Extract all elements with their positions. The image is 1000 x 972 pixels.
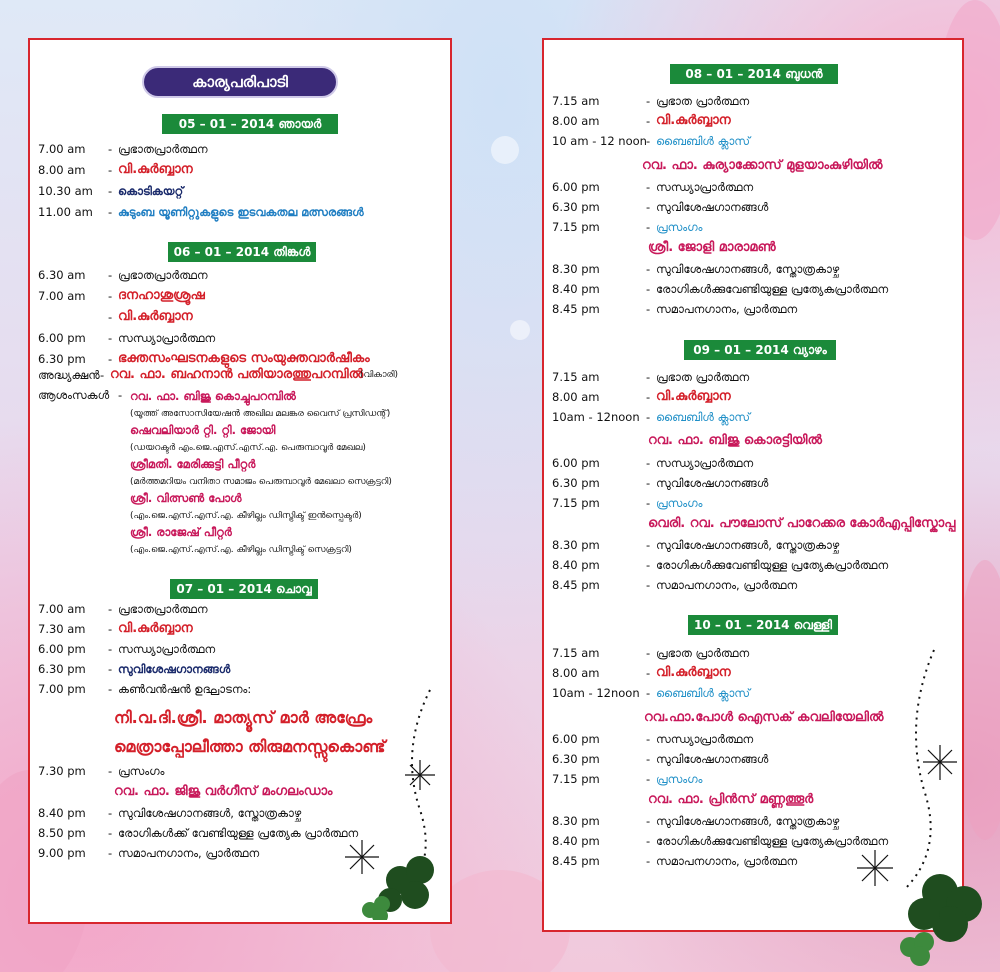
inauguration-line2: മെത്രാപ്പോലീത്താ തിരുമനസ്സുകൊണ്ട് <box>114 737 386 756</box>
row-dash: - <box>108 682 113 696</box>
row-activity: ദനഹാശുശ്രൂഷ <box>118 288 205 303</box>
row-activity: സമാപനഗാനം, പ്രാർത്ഥന <box>656 302 798 316</box>
presider-name: റവ. ഫാ. ബഹനാൻ പതിയാരത്തുപറമ്പിൽ <box>110 367 364 382</box>
row-dash: - <box>646 390 651 404</box>
row-time: 9.00 pm <box>38 846 86 860</box>
row-time: 6.30 am <box>38 268 86 282</box>
greeting-role: (യൂത്ത് അസോസിയേഷൻ അഖില മലങ്കര വൈസ് പ്രസിഡന്റ്) <box>130 409 391 419</box>
row-time: 6.30 pm <box>552 752 600 766</box>
row-dash: - <box>646 114 651 128</box>
row-activity: സന്ധ്യാപ്രാർത്ഥന <box>656 732 754 746</box>
program-title: കാര്യപരിപാടി <box>142 66 338 98</box>
row-activity: സുവിശേഷഗാനങ്ങൾ <box>656 476 769 490</box>
speaker-day5: വെരി. റവ. പൗലോസ് പാറേക്കര കോർഎപ്പിസ്കോപ്പ <box>648 516 956 531</box>
row-activity: സന്ധ്യാപ്രാർത്ഥന <box>118 642 216 656</box>
greeting-name: ഷെവലിയാർ റ്റി. റ്റി. ജോയി <box>130 423 276 437</box>
date-bar-day2: 06 – 01 – 2014 തിങ്കൾ <box>168 242 316 262</box>
row-time: 7.15 pm <box>552 772 600 786</box>
row-time: 6.00 pm <box>552 180 600 194</box>
inauguration-line1: നി.വ.ദി.ശ്രീ. മാത്യൂസ് മാർ അഫ്രേം <box>114 708 373 727</box>
greeting-role: (എം.ജെ.എസ്.എസ്.എ. കീഴില്ലം ഡിസ്ട്രിക്ട് ഇൻസ്പെക്ടർ) <box>130 511 362 521</box>
row-dash: - <box>108 142 113 156</box>
row-activity: സുവിശേഷഗാനങ്ങൾ, സ്തോത്രകാഴ്ച <box>656 262 840 276</box>
row-dash: - <box>646 200 651 214</box>
greeting-name: ശ്രീ. വിത്സൺ പോൾ <box>130 491 242 505</box>
row-dash: - <box>108 352 113 366</box>
row-activity: വി.കുർബ്ബാന <box>656 113 731 128</box>
greeting-name: റവ. ഫാ. ബിജു കൊച്ചുപറമ്പിൽ <box>130 389 296 403</box>
row-dash: - <box>646 94 651 108</box>
presider-label: അദ്ധ്യക്ഷൻ <box>38 368 100 382</box>
row-dash: - <box>108 331 113 345</box>
date-bar-day5: 09 – 01 – 2014 വ്യാഴം <box>684 340 836 360</box>
row-dash: - <box>646 834 651 848</box>
row-time: 6.00 pm <box>38 331 86 345</box>
row-activity: വി.കുർബ്ബാന <box>656 389 731 404</box>
row-time: 7.00 pm <box>38 682 86 696</box>
date-bar-day4: 08 – 01 – 2014 ബുധൻ <box>670 64 838 84</box>
row-time: 7.15 pm <box>552 220 600 234</box>
row-activity: പ്രഭാതപ്രാർത്ഥന <box>118 602 208 616</box>
clover-decoration-right <box>880 852 1000 972</box>
row-activity: പ്രഭാത പ്രാർത്ഥന <box>656 646 750 660</box>
row-activity: സുവിശേഷഗാനങ്ങൾ, സ്തോത്രകാഴ്ച <box>656 538 840 552</box>
row-time: 7.00 am <box>38 142 86 156</box>
row-time: 10 am - 12 noon <box>552 134 647 148</box>
schedule-panel-right <box>542 38 964 932</box>
row-activity: സമാപനഗാനം, പ്രാർത്ഥന <box>656 854 798 868</box>
row-activity: പ്രസംഗം <box>656 772 703 786</box>
row-dash: - <box>646 302 651 316</box>
row-time: 10am - 12noon <box>552 410 640 424</box>
row-time: 8.40 pm <box>38 806 86 820</box>
row-dash: - <box>108 764 113 778</box>
row-time: 8.40 pm <box>552 282 600 296</box>
row-dash: - <box>108 184 113 198</box>
row-dash: - <box>646 410 651 424</box>
row-activity: രോഗികൾക്കുവേണ്ടിയുള്ള പ്രത്യേകപ്രാർത്ഥന <box>656 558 889 572</box>
floral-ornament-left <box>330 670 450 920</box>
row-dash: - <box>108 602 113 616</box>
row-time: 7.30 am <box>38 622 86 636</box>
row-dash: - <box>108 289 113 303</box>
row-dash: - <box>646 180 651 194</box>
row-time: 10.30 am <box>38 184 93 198</box>
row-activity: സുവിശേഷഗാനങ്ങൾ, സ്തോത്രകാഴ്ച <box>118 806 302 820</box>
row-dash: - <box>108 846 113 860</box>
row-activity: പ്രഭാതപ്രാർത്ഥന <box>118 268 208 282</box>
row-activity: വി.കുർബ്ബാന <box>656 665 731 680</box>
row-dash: - <box>646 456 651 470</box>
row-activity: കൊടികയറ്റ് <box>118 184 184 198</box>
row-dash: - <box>108 205 113 219</box>
row-time: 8.00 am <box>38 163 86 177</box>
teacher-day5: റവ. ഫാ. ബിജു കൊരട്ടിയിൽ <box>648 433 822 448</box>
row-activity: പ്രഭാത പ്രാർത്ഥന <box>656 370 750 384</box>
row-dash: - <box>646 476 651 490</box>
row-activity: സന്ധ്യാപ്രാർത്ഥന <box>656 456 754 470</box>
row-time: 7.15 am <box>552 94 600 108</box>
row-dash: - <box>646 772 651 786</box>
row-time: 6.30 pm <box>552 476 600 490</box>
row-time: 7.00 am <box>38 602 86 616</box>
row-time: 8.40 pm <box>552 558 600 572</box>
row-dash: - <box>108 806 113 820</box>
row-time: 8.00 am <box>552 666 600 680</box>
row-activity: രോഗികൾക്കുവേണ്ടിയുള്ള പ്രത്യേകപ്രാർത്ഥന <box>656 282 889 296</box>
row-time: 7.30 pm <box>38 764 86 778</box>
row-activity: പ്രഭാതപ്രാർത്ഥന <box>118 142 208 156</box>
row-activity: പ്രഭാത പ്രാർത്ഥന <box>656 94 750 108</box>
row-time: 7.15 am <box>552 370 600 384</box>
row-activity: വി.കുർബ്ബാന <box>118 621 193 636</box>
row-dash: - <box>646 538 651 552</box>
row-dash: - <box>108 163 113 177</box>
row-time: 7.15 pm <box>552 496 600 510</box>
row-dash: - <box>646 686 651 700</box>
row-dash: - <box>108 662 113 676</box>
row-dash: - <box>646 282 651 296</box>
row-activity: വി.കുർബ്ബാന <box>118 309 193 324</box>
row-dash: - <box>646 732 651 746</box>
row-time: 8.45 pm <box>552 578 600 592</box>
row-time: 8.00 am <box>552 390 600 404</box>
row-activity: സമാപനഗാനം, പ്രാർത്ഥന <box>118 846 260 860</box>
row-time: 8.30 pm <box>552 814 600 828</box>
row-dash: - <box>646 814 651 828</box>
greeting-role: (മർത്തമറിയം വനിതാ സമാജം പെരുമ്പാവൂർ മേഖലാ സെക്രട്ടറി) <box>130 477 392 487</box>
row-dash: - <box>646 262 651 276</box>
row-time: 8.45 pm <box>552 302 600 316</box>
row-time: 6.30 pm <box>38 352 86 366</box>
row-time: 8.30 pm <box>552 538 600 552</box>
row-time: 8.00 am <box>552 114 600 128</box>
row-activity: സന്ധ്യാപ്രാർത്ഥന <box>656 180 754 194</box>
row-time: 7.00 am <box>38 289 86 303</box>
date-bar-day3: 07 – 01 – 2014 ചൊവ്വ <box>170 579 318 599</box>
greeting-role: (എം.ജെ.എസ്.എസ്.എ. കീഴില്ലം ഡിസ്ട്രിക്ട് സെക്രട്ടറി) <box>130 545 352 555</box>
row-time: 11.00 am <box>38 205 93 219</box>
speaker-day4: ശ്രീ. ജോളി മാരാമൺ <box>648 240 776 255</box>
row-time: 8.30 pm <box>552 262 600 276</box>
row-activity: സുവിശേഷഗാനങ്ങൾ <box>118 662 231 676</box>
date-bar-day6: 10 – 01 – 2014 വെള്ളി <box>688 615 838 635</box>
row-activity: സുവിശേഷഗാനങ്ങൾ <box>656 752 769 766</box>
row-activity: രോഗികൾക്കുവേണ്ടിയുള്ള പ്രത്യേകപ്രാർത്ഥന <box>656 834 889 848</box>
row-dash: - <box>646 220 651 234</box>
row-activity: പ്രസംഗം <box>656 220 703 234</box>
greeting-name: ശ്രീമതി. മേരിക്കുട്ടി പീറ്റർ <box>130 457 256 471</box>
row-activity: ബൈബിൾ ക്ലാസ് <box>656 686 751 700</box>
row-dash: - <box>646 496 651 510</box>
row-dash: - <box>646 646 651 660</box>
row-time: 10am - 12noon <box>552 686 640 700</box>
row-time: 8.45 pm <box>552 854 600 868</box>
greetings-label: ആശംസകൾ <box>38 388 110 402</box>
row-time: 6.00 pm <box>552 732 600 746</box>
row-dash: - <box>646 134 651 148</box>
speaker-day6: റവ. ഫാ. പ്രിൻസ് മണ്ണത്തൂർ <box>648 792 814 807</box>
row-dash: - <box>646 666 651 680</box>
row-dash: - <box>646 854 651 868</box>
row-activity: രോഗികൾക്ക് വേണ്ടിയുള്ള പ്രത്യേക പ്രാർത്ഥന <box>118 826 359 840</box>
row-dash: - <box>108 622 113 636</box>
row-dash: - <box>108 642 113 656</box>
row-time: 6.00 pm <box>552 456 600 470</box>
greeting-role: (ഡയറക്ടർ എം.ജെ.എസ്.എസ്.എ. പെരുമ്പാവൂർ മേഖല) <box>130 443 366 453</box>
row-time: 6.00 pm <box>38 642 86 656</box>
row-activity: ഭക്തസംഘടനകളുടെ സംയുക്തവാർഷീകം <box>118 351 370 366</box>
schedule-panel-left: കാര്യപരിപാടി 05 – 01 – 2014 ഞായർ 7.00 am - പ്രഭാതപ്രാർത്ഥന 8.00 am - വി.കുർബ്ബാന 10.30 am - കൊടികയറ്റ് 11.00 am - കുടുംബ യൂണിറ്റുകളുടെ ഇടവകതല മത്സരങ്ങൾ 06 – 01 – 2014 തിങ്കൾ 6.30 am - പ്രഭാതപ്രാർത്ഥന 7.00 am - ദനഹാശുശ്രൂഷ - വി.കുർബ്ബാന 6.00 pm - സന്ധ്യാപ്രാർത്ഥന 6.30 pm - ഭക്തസംഘടനകളുടെ സംയുക്തവാർഷീകം അദ്ധ്യക്ഷൻ - റവ. ഫാ. ബഹനാൻ പതിയാരത്തുപറമ്പിൽ (വികാരി) ആശംസകൾ - റവ. ഫാ. ബിജു കൊച്ചുപറമ്പിൽ (യൂത്ത് അസോസിയേഷൻ അഖില മലങ്കര വൈസ് പ്രസിഡന്റ്) ഷെവലിയാർ റ്റി. റ്റി. ജോയി (ഡയറക്ടർ എം.ജെ.എസ്.എസ്.എ. പെരുമ്പാവൂർ മേഖല) ശ്രീമതി. മേരിക്കുട്ടി പീറ്റർ (മർത്തമറിയം വനിതാ സമാജം പെരുമ്പാവൂർ മേഖലാ സെക്രട്ടറി) ശ്രീ. വിത്സൺ പോൾ (എം.ജെ.എസ്.എസ്.എ. കീഴില്ലം ഡിസ്ട്രിക്ട് ഇൻസ്പെക്ടർ) ശ്രീ. രാജേഷ് പീറ്റർ (എം.ജെ.എസ്.എസ്.എ. കീഴില്ലം ഡിസ്ട്രിക്ട് സെക്രട്ടറി) 07 – 01 – 2014 ചൊവ്വ 7.00 am - പ്രഭാതപ്രാർത്ഥന 7.30 am - വി.കുർബ്ബാന 6.00 pm - സന്ധ്യാപ്രാർത്ഥന 6.30 pm - സുവിശേഷഗാനങ്ങൾ 7.00 pm - കൺവൻഷൻ ഉദ്ഘാടനം: നി.വ.ദി.ശ്രീ. മാത്യൂസ് മാർ അഫ്രേം മെത്രാപ്പോലീത്താ തിരുമനസ്സുകൊണ്ട് 7.30 pm - പ്രസംഗം റവ. ഫാ. ജിജു വർഗീസ് മംഗലംഡാം 8.40 pm - സുവിശേഷഗാനങ്ങൾ, സ്തോത്രകാഴ്ച 8.50 pm - രോഗികൾക്ക് വേണ്ടിയുള്ള പ്രത്യേക പ്രാർത്ഥന 9.00 pm - സമാപനഗാനം, പ്രാർത്ഥന <box>28 38 452 924</box>
row-activity: സമാപനഗാനം, പ്രാർത്ഥന <box>656 578 798 592</box>
row-activity: പ്രസംഗം <box>118 764 165 778</box>
teacher-day4: റവ. ഫാ. കുര്യാക്കോസ് മുളയാംകുഴിയിൽ <box>642 158 883 173</box>
date-bar-day1: 05 – 01 – 2014 ഞായർ <box>162 114 338 134</box>
row-activity: വി.കുർബ്ബാന <box>118 162 193 177</box>
row-activity: ബൈബിൾ ക്ലാസ് <box>656 410 751 424</box>
row-dash: - <box>108 826 113 840</box>
row-dash: - <box>646 578 651 592</box>
row-dash: - <box>108 310 113 324</box>
greeting-name: ശ്രീ. രാജേഷ് പീറ്റർ <box>130 525 232 539</box>
row-dash: - <box>646 558 651 572</box>
row-activity: കൺവൻഷൻ ഉദ്ഘാടനം: <box>118 682 252 696</box>
row-activity: സന്ധ്യാപ്രാർത്ഥന <box>118 331 216 345</box>
presider-note: (വികാരി) <box>360 370 399 380</box>
row-dash: - <box>646 752 651 766</box>
row-time: 7.15 am <box>552 646 600 660</box>
row-activity: ബൈബിൾ ക്ലാസ് <box>656 134 751 148</box>
row-activity: കുടുംബ യൂണിറ്റുകളുടെ ഇടവകതല മത്സരങ്ങൾ <box>118 205 364 219</box>
row-dash: - <box>646 370 651 384</box>
row-time: 6.30 pm <box>38 662 86 676</box>
row-time: 8.50 pm <box>38 826 86 840</box>
row-activity: സുവിശേഷഗാനങ്ങൾ <box>656 200 769 214</box>
teacher-day6: റവ.ഫാ.പോൾ ഐസക് കവലിയേലിൽ <box>644 710 884 725</box>
row-dash: - <box>108 268 113 282</box>
row-time: 8.40 pm <box>552 834 600 848</box>
row-time: 6.30 pm <box>552 200 600 214</box>
row-activity: സുവിശേഷഗാനങ്ങൾ, സ്തോത്രകാഴ്ച <box>656 814 840 828</box>
speaker-day3: റവ. ഫാ. ജിജു വർഗീസ് മംഗലംഡാം <box>114 784 333 799</box>
row-activity: പ്രസംഗം <box>656 496 703 510</box>
